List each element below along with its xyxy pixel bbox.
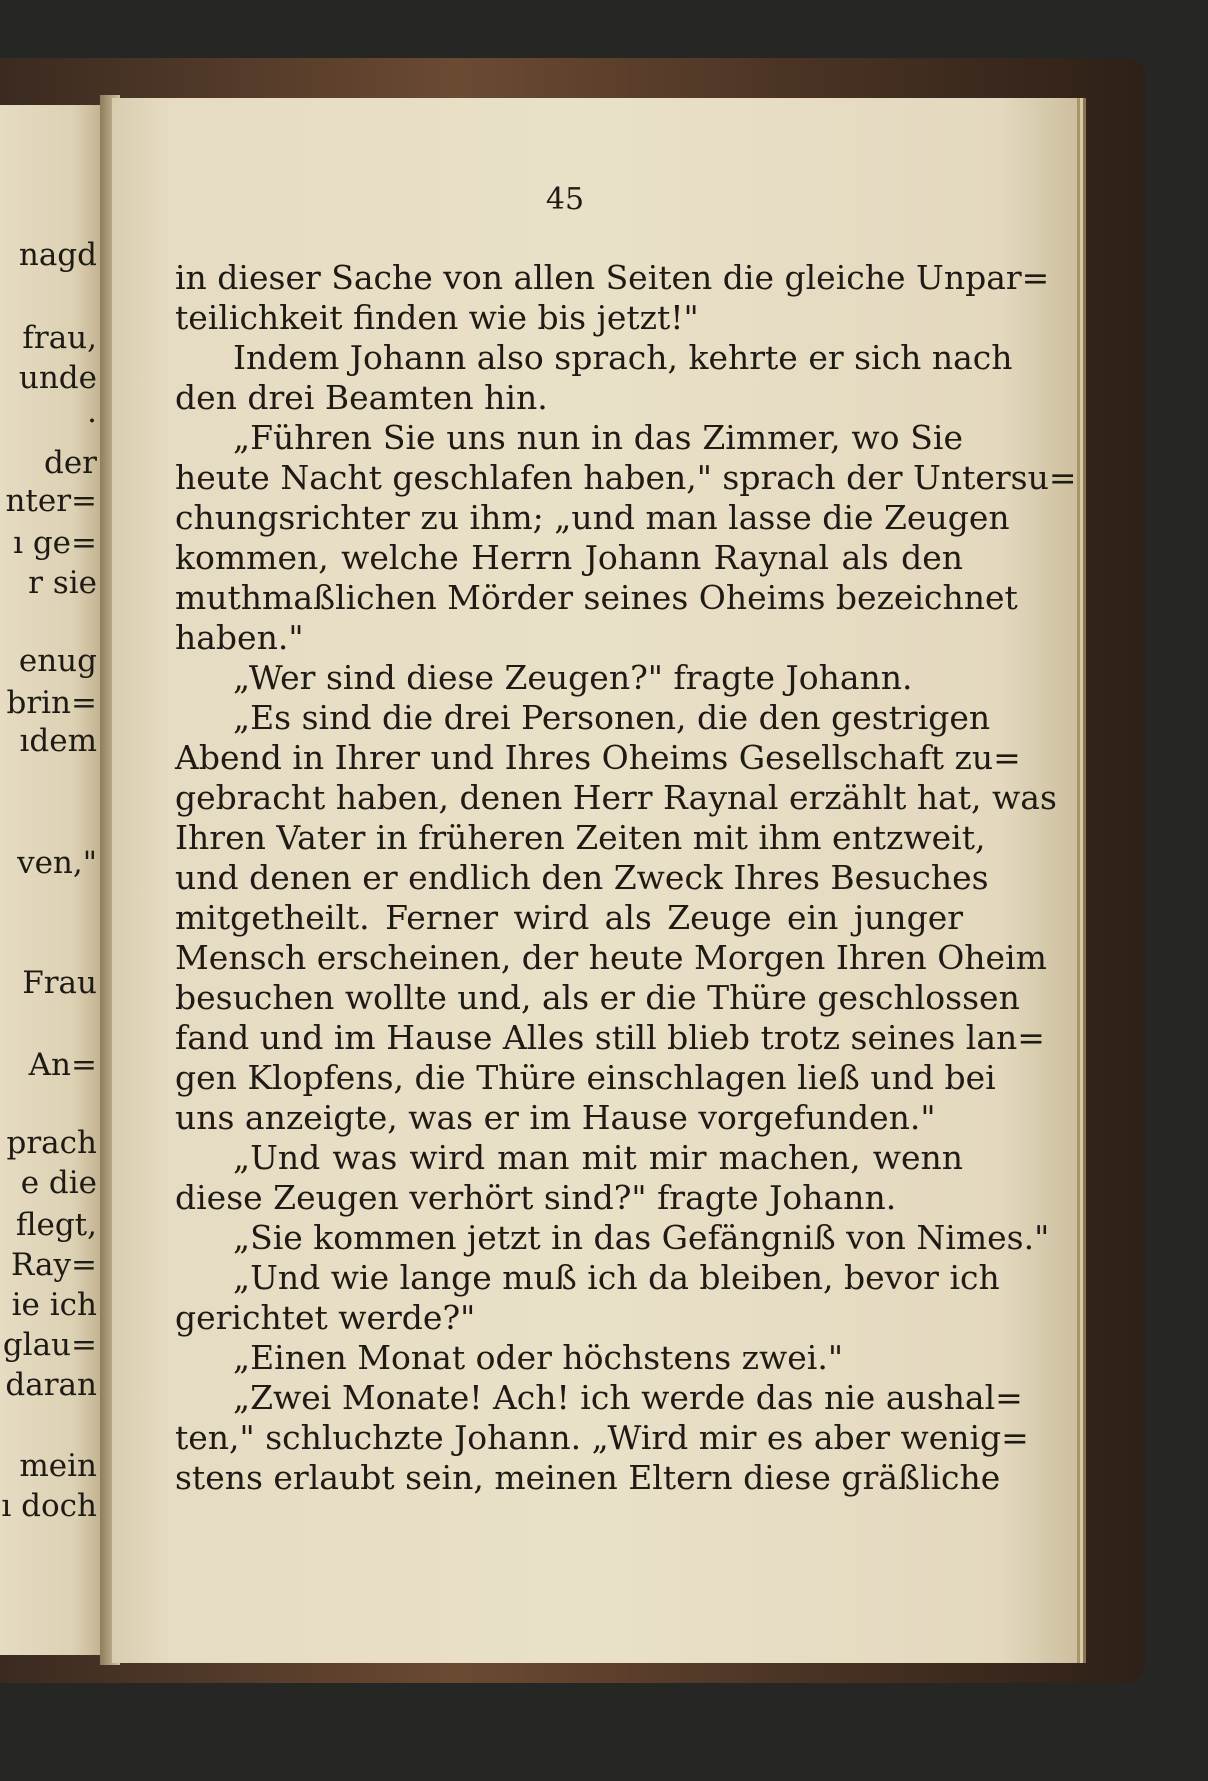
- left-page-fragment: e die: [20, 1165, 97, 1201]
- text-line: heute Nacht geschlafen haben," sprach der Untersu=: [175, 458, 1077, 497]
- left-page-fragment: ı doch: [1, 1488, 97, 1524]
- text-line: diese Zeugen verhört sind?" fragte Johann.: [175, 1178, 897, 1217]
- text-line: den drei Beamten hin.: [175, 378, 548, 417]
- text-line: „Wer sind diese Zeugen?" fragte Johann.: [233, 658, 913, 697]
- text-line: gebracht haben, denen Herr Raynal erzählt hat, was: [175, 778, 1057, 817]
- text-line: gerichtet werde?": [175, 1298, 476, 1337]
- left-page-fragment: ie ich: [11, 1287, 97, 1323]
- left-page-fragment: mein: [19, 1448, 97, 1484]
- left-page-fragment: ıdem: [19, 723, 97, 759]
- left-page-fragment: unde: [18, 360, 97, 396]
- left-page-fragment: r sie: [28, 565, 97, 601]
- text-line: chungsrichter zu ihm; „und man lasse die Zeugen: [175, 498, 1010, 537]
- text-line: gen Klopfens, die Thüre einschlagen ließ und bei: [175, 1058, 996, 1097]
- text-line: Abend in Ihrer und Ihres Oheims Gesellschaft zu=: [175, 738, 1021, 777]
- text-line: in dieser Sache von allen Seiten die gleiche Unpar=: [175, 258, 1050, 297]
- left-page-fragment: frau,: [22, 320, 97, 356]
- text-line: Mensch erscheinen, der heute Morgen Ihren Oheim: [175, 938, 1047, 977]
- text-line: besuchen wollte und, als er die Thüre geschlossen: [175, 978, 1020, 1017]
- left-page-fragment: Frau: [22, 965, 97, 1001]
- page-text: [175, 258, 1077, 1498]
- text-line: uns anzeigte, was er im Hause vorgefunden.": [175, 1098, 936, 1137]
- text-line: „Und wie lange muß ich da bleiben, bevor ich: [233, 1258, 1000, 1297]
- text-line: kommen, welche Herrn Johann Raynal als den: [175, 538, 963, 577]
- left-page-fragment: flegt,: [15, 1207, 97, 1243]
- left-page-fragment: nter=: [5, 483, 97, 519]
- left-page-fragment: brin=: [6, 685, 97, 721]
- text-line: Ihren Vater in früheren Zeiten mit ihm entzweit,: [175, 818, 986, 857]
- left-page-fragment: daran: [5, 1367, 97, 1403]
- text-line: „Einen Monat oder höchstens zwei.": [233, 1338, 844, 1377]
- left-page-fragment: prach: [6, 1125, 97, 1161]
- text-line: „Sie kommen jetzt in das Gefängniß von Nimes.": [233, 1218, 1050, 1257]
- left-page-fragment: glau=: [2, 1327, 97, 1363]
- text-line: fand und im Hause Alles still blieb trotz seines lan=: [175, 1018, 1045, 1057]
- text-line: und denen er endlich den Zweck Ihres Besuches: [175, 858, 989, 897]
- text-line: stens erlaubt sein, meinen Eltern diese gräßliche: [175, 1458, 1001, 1497]
- text-line: „Es sind die drei Personen, die den gestrigen: [233, 698, 991, 737]
- text-line: „Zwei Monate! Ach! ich werde das nie aushal=: [233, 1378, 1023, 1417]
- left-page-fragment: ven,": [17, 845, 97, 881]
- left-page-fragment: ·: [87, 403, 97, 439]
- left-page-fragment: nagd: [18, 237, 97, 273]
- text-line: ten," schluchzte Johann. „Wird mir es aber wenig=: [175, 1418, 1029, 1457]
- text-line: „Und was wird man mit mir machen, wenn: [233, 1138, 963, 1177]
- text-line: „Führen Sie uns nun in das Zimmer, wo Sie: [233, 418, 963, 457]
- page-number: 45: [545, 182, 585, 217]
- text-line: haben.": [175, 618, 304, 657]
- text-line: mitgetheilt. Ferner wird als Zeuge ein junger: [175, 898, 963, 937]
- left-page-fragment: ı ge=: [13, 525, 97, 561]
- text-line: teilichkeit finden wie bis jetzt!": [175, 298, 699, 337]
- left-page-fragment: der: [43, 445, 97, 481]
- left-page: [0, 105, 105, 1655]
- left-page-fragment: An=: [28, 1047, 97, 1083]
- left-page-fragment: enug: [18, 643, 97, 679]
- left-page-fragment: Ray=: [10, 1247, 97, 1283]
- text-line: muthmaßlichen Mörder seines Oheims bezeichnet: [175, 578, 1018, 617]
- text-line: Indem Johann also sprach, kehrte er sich nach: [233, 338, 1013, 377]
